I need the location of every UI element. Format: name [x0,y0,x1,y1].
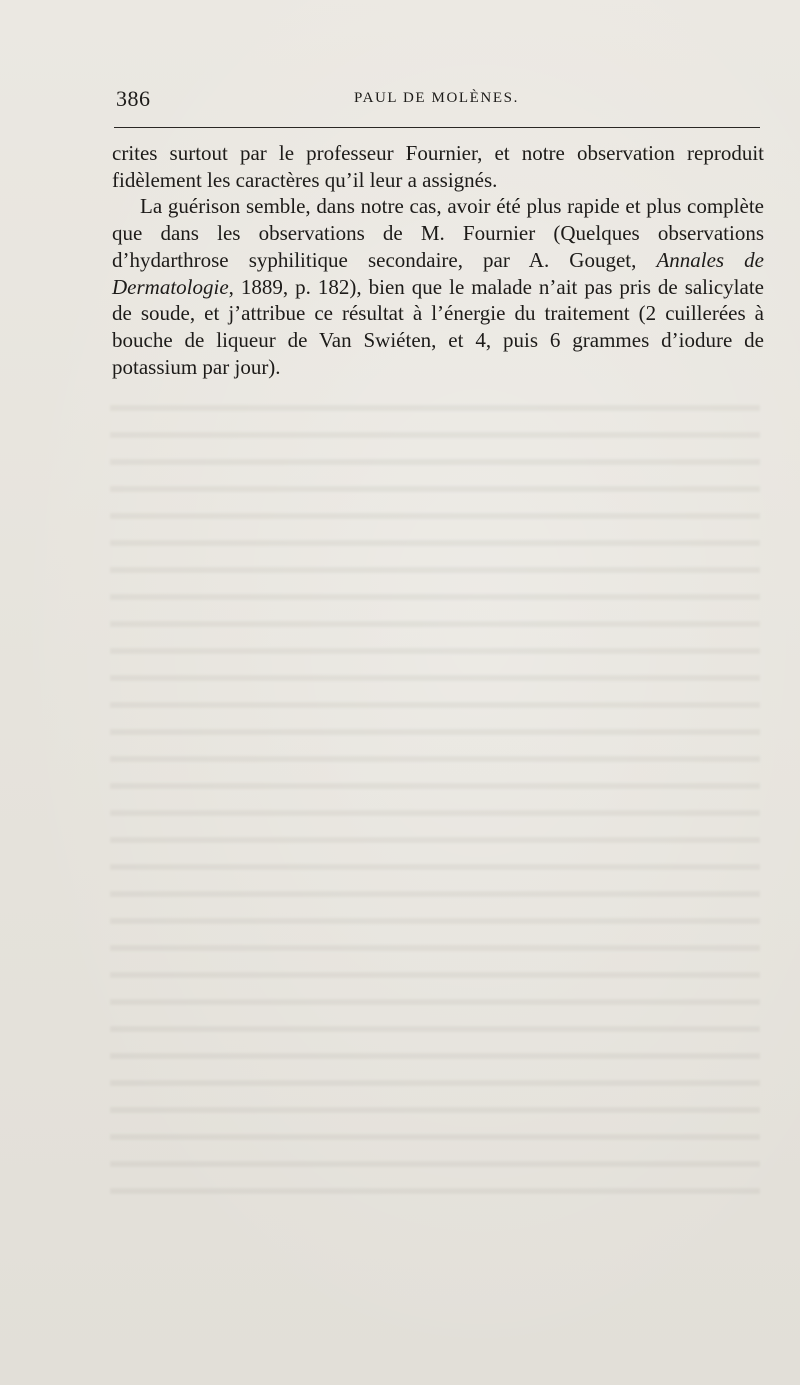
paragraph-text-part2: , 1889, p. 182), bien que le malade n’ait pas pris de salicylate de soude, et j’attribue ce résultat à l’énergie du traitement (2 cuillerées à bouche de liqueur de Van Swiéten, et 4, puis 6 grammes d’iodure de potassium par jour). [112,274,764,379]
body-text [112,140,764,380]
journal-title: Annales de Dermatologie [112,247,764,299]
paragraph-guerison [112,193,764,380]
page-header [116,86,760,112]
paragraph-continuation: crites surtout par le professeur Fournier, et notre observation reproduit fidèlement les caractères qu’il leur a assignés. [112,141,764,192]
page-number: 386 [116,86,151,111]
show-through-text [110,395,760,1215]
running-head: PAUL DE MOLÈNES. [354,90,519,106]
paragraph-text-part1: La guérison semble, dans notre cas, avoir été plus rapide et plus complète que dans les observations de M. Fournier (Quelques observations d’hydarthrose syphilitique secondaire, par A. Gouget, [112,194,764,272]
header-rule [114,127,760,128]
